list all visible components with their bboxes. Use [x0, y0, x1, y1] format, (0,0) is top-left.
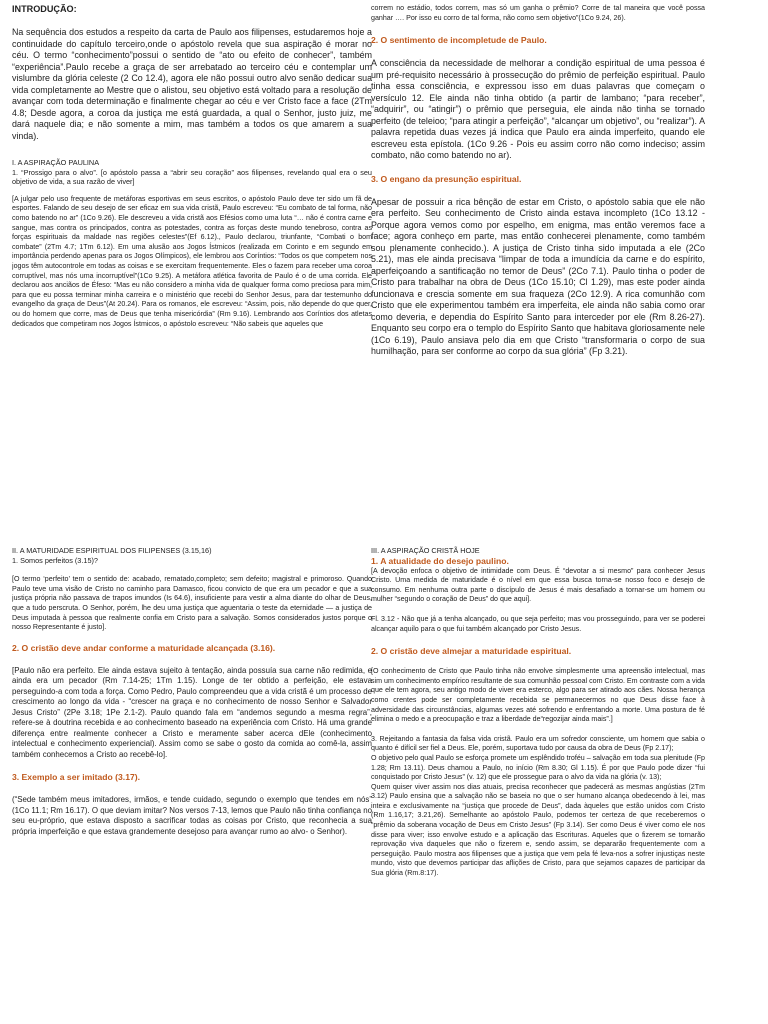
page-quadrant-top-left [12, 4, 372, 544]
page-quadrant-bottom-right [371, 546, 705, 1020]
subsection-title-2-3: 3. Exemplo a ser imitado (3.17). [12, 772, 140, 783]
intro-paragraph: Na sequência dos estudos a respeito da carta de Paulo aos filipenses, estudaremos hoje a continuidade do capítulo terceiro,onde o apóstolo revela que sua aspiração é morar no céu. O termo “conhecimento”possui o sentido de “ato ou efeito de conhecer”, também “experiência”.Paulo recebe a graça de ser arrebatado ao terceiro céu e contemplar um vislumbre da glória celeste (2 Co 12.4), agora ele não possui outro alvo senão dedicar sua vida completamente ao Mestre que o alistou, seu objetivo está voltado para a resolução de avançar com toda determinação e finalmente chegar ao céu e ver Cristo face a face (2Tm 4.8; Desde agora, a coroa da justiça me está guardada, a qual o Senhor, justo juiz, me dará naquele dia; e não somente a mim, mas também a todos os que amarem a sua vinda). [12, 27, 372, 141]
subsection-title-1-3: 3. O engano da presunção espiritual. [371, 173, 522, 184]
page-quadrant-bottom-left [12, 546, 372, 1020]
section-title-1: I. A ASPIRAÇÃO PAULINA [12, 158, 100, 167]
subsection-title-2-2: 2. O cristão deve andar conforme a maturidade alcançada (3.16). [12, 642, 276, 653]
subsection-title-1-2: 2. O sentimento de incompletude de Paulo. [371, 35, 547, 46]
body-paragraph: [O conhecimento de Cristo que Paulo tinha não envolve simplesmente uma apreensão intelectual, mas sim um conhecimento empírico resultante de sua comunhão pessoal com Cristo. Em contraste com a vida que ele tem agora, seu antigo modo de viver era esterco, algo para ser atirado aos cães. Nossa herança como crentes pode ser completamente recebida se permanecermos no que Deus disse face à adversidade das circunstâncias, algumas vezes até sofrendo e enfrentando a morte. Uma postura de fé elimina o medo e a preocupação e traz a liberdade de“regozijar ainda mais”.] [371, 667, 705, 724]
section-title-3: III. A ASPIRAÇÃO CRISTÃ HOJE [371, 546, 480, 555]
subsection-title-2-1: 1. Somos perfeitos (3.15)? [12, 555, 98, 565]
body-paragraph: 3. Rejeitando a fantasia da falsa vida cristã. Paulo era um sofredor consciente, um homem que sabia o quanto é difícil ser fiel a Deus. Ele, porém, suportava tudo por causa da obra de Deus (Fp 2.17); [371, 734, 705, 753]
body-paragraph: Quem quiser viver assim nos dias atuais, precisa reconhecer que padecerá as mesmas angústias (2Tm 3.12) Paulo ensina que a salvação não se baseia no que o ser humano alcança obedecendo à lei, mas inteira e exclusivamente na “justiça que procede de Deus”, dada àqueles que estão unidos com Cristo (Rm 1.16,17; 3.21,26). Semelhante ao apóstolo Paulo, podemos ter certeza de que receberemos o “prêmio da soberana vocação de Deus em Cristo Jesus” (Fp 3.14). Ser como Deus é viver como ele nos disse para viver; isso envolve estudo e a aplicação das Escrituras. Aqueles que o fizerem se tornarão reprovação viva daqueles que não o fizerem e, sendo assim, se depararão frequentemente com a perseguição. Paulo mostra aos filipenses que a justiça que vem pela fé leva-nos a sofrer injustiças neste mundo, visto que devemos participar das aflições de Cristo, para que sejamos capazes de participar da Sua glória (Rm.8:17). [371, 782, 705, 878]
section-title-2: II. A MATURIDADE ESPIRITUAL DOS FILIPENSES (3.15,16) [12, 546, 212, 555]
scripture-quote: Fl. 3.12 - Não que já a tenha alcançado, ou que seja perfeito; mas vou prosseguindo, para ver se poderei alcançar aquilo para o que fui também alcançado por Cristo Jesus. [371, 614, 705, 633]
subsection-title-1-1: 1. “Prossigo para o alvo”. [o apóstolo passa a “abrir seu coração” aos filipenses, revelando qual era o seu objetivo de vida, a sua razão de viver] [12, 167, 372, 187]
body-paragraph: A consciência da necessidade de melhorar a condição espiritual de uma pessoa é um pré-requisito necessário à prossecução do prêmio de perfeição espiritual. Paulo tinha essa consciência, e expressou isso em duas palavras que começam o versículo 12. Ele ainda não tinha obtido (a partir de lambano; “para receber”, “adquirir”, ou “atingir”) o prêmio que perseguia, ele ainda não tinha se tornado perfeito (de teleioo; “para atingir a perfeição”, “alcançar um objetivo”, ou “realizar”). A palavra repetida duas vezes já indica que Paulo era ainda imperfeito, quando ele escreveu esta epístola. (1Co 9.26 - Pois eu assim corro não como indeciso; assim combato, não como batendo no ar). [371, 58, 705, 161]
page-quadrant-top-right [371, 4, 705, 544]
continued-paragraph: correm no estádio, todos correm, mas só um ganha o prêmio? Corre de tal maneira que você possa ganhar …. Por isso eu corro de tal forma, não como sem objetivo”(1Co 9.24, 26). [371, 4, 705, 22]
subsection-title-3-2: 2. O cristão deve almejar a maturidade espiritual. [371, 646, 572, 657]
body-paragraph: [Paulo não era perfeito. Ele ainda estava sujeito à tentação, ainda possuía sua carne não redimida, e ainda era um pecador (Rm 7.14-25; 1Tm 1.15). Longe de ter obtido a perfeição, ele estava perseguindo-a com toda a força. Como Pedro, Paulo compreendeu que a vida cristã é um processo de crescimento ao longo da vida - “crescer na graça e no conhecimento de nosso Senhor e Salvador Jesus Cristo” (2Pe 3.18; 1Pe 2.1-2). Paulo quando fala em “andemos segundo a mesma regra”, refere-se à doutrina recebida e ao conhecimento baseado na experiência com Cristo. Há uma grande diferença entre realmente conhecer a Cristo e meramente saber acerca dEle (conhecimento intelectual e conhecimento experiencial). Assim como se sabe o gosto da comida ao comê-la, assim também conhecemos a Cristo ao recebê-lo]. [12, 665, 372, 759]
body-paragraph: (“Sede também meus imitadores, irmãos, e tende cuidado, segundo o exemplo que tendes em nós” (1Co 11.1; Rm 16.17). O que deviam imitar? Nos versos 7-13, lemos que Paulo não tinha confiança no seu eu-próprio, que estava disposto a sacrificar todas as coisas por Cristo, que reconhecia a sua própria imperfeição e que estava grandemente desejoso para avançar rumo ao alvo- o Senhor). [12, 795, 372, 836]
body-paragraph: Apesar de possuir a rica bênção de estar em Cristo, o apóstolo sabia que ele não era perfeito. Seu conhecimento de Cristo ainda estava incompleto (1Co 13.12 - Porque agora vemos como por espelho, em enigma, mas então veremos face a face; agora conheço em parte, mas então conhecerei plenamente, como também sou plenamente conhecido.). A justiça de Cristo tinha sido imputada a ele (2Co 5.21), mas ele ainda precisava “limpar de toda a imundícia da carne e do espírito, aperfeiçoando a santificação no temor de Deus” (2Co 7.1). Paulo tinha o poder de Cristo para trabalhar na obra de Deus (1Co 15.10; Cl 1.29), mas este poder ainda funcionava e crescia somente em sua fraqueza (2Co 12.9). A rica comunhão com Cristo que ele experimentou também era imperfeita, ele ainda não sabia como orar como deveria, e dependia do Espírito Santo para interceder por ele (Rm 8.26-27). Enquanto seu corpo era o templo do Espírito Santo que habitava gloriosamente nele (1Co 6.19), Paulo ansiava pelo dia em que Cristo “transformaria o corpo de sua humilhação, para ser conforme ao corpo da sua glória” (Fp 3.21). [371, 196, 705, 357]
body-paragraph: [A julgar pelo uso frequente de metáforas esportivas em seus escritos, o apóstolo Paulo deve ter sido um fã de esportes. Falando de seu desejo de ser eficaz em sua vida cristã, Paulo escreveu: “Eu combato de tal forma, não como batendo no ar” (1Co 9.26). Ele descreveu a vida cristã aos Efésios como uma luta “… não é contra carne e sangue, mas contra os principados, contra as potestades, contra as forças deste mundo tenebroso, contra as forças espirituais da maldade nas regiões celestes”(Ef 6.12)., Paulo declarou, triunfante, “Combati o bom combate” (2Tm 4.7; 1Tm 6.12). Em uma alusão aos Jogos Ístmicos (realizada em Corinto e em segundo em importância perdendo apenas para os Jogos Olímpicos), ele lembrou aos Coríntios: “Todos os que competem nos jogos têm autocontrole em todas as coisas e se exercitam frequentemente. Eles o fazem para receber uma coroa corruptível, mas nós uma incorruptível”(1Co 9.25). A metáfora atlética favorita de Paulo é o de uma corrida. Ele declarou aos anciãos de Éfeso: “Mas eu não considero a minha vida de qualquer forma como preciosa para mim, para que eu possa terminar minha carreira e o ministério que recebi do Senhor Jesus, para dar testemunho do evangelho da graça de Deus”(At 20.24). Para os romanos, ele escreveu: “Assim, pois, não depende do que quer, ou do homem que corre, mas de Deus que tenha misericórdia” (Rm 9.16). Lembrando aos Coríntios dos atletas dedicados que competiram nos Jogos Ístmicos, o apóstolo escreveu: “Não sabeis que aqueles que [12, 194, 372, 328]
intro-title: INTRODUÇÃO: [12, 4, 77, 14]
body-paragraph: [O termo ‘perfeito’ tem o sentido de: acabado, rematado,completo; sem defeito; magistral e primoroso. Quando Paulo teve uma visão de Cristo no caminho para Damasco, ficou convicto de que era um pecador e que a sua justiça própria não passava de trapos imundos (Is 64.6), insuficiente para vestir a alma diante do olhar de Deus, que a tudo perscruta. O Senhor, porém, lhe deu uma justiça que aguentaria o teste da eternidade — a justiça de Deus imputada à pessoa que realmente confia em Cristo para a salvação. Somos considerados justos porque o nosso Representante é justo]. [12, 575, 372, 632]
body-paragraph: [A devoção enfoca o objetivo de intimidade com Deus. É “devotar a si mesmo” para conhecer Jesus Cristo. Uma medida de maturidade é o nível em que essa busca torna-se nosso foco e desejo de consumo. Em nenhuma outra parte o discípulo de Jesus é mais desafiado a tornar-se um homem ou mulher “segundo o coração de Deus” do que aqui]. [371, 566, 705, 604]
body-paragraph: O objetivo pelo qual Paulo se esforça promete um esplêndido troféu – salvação em toda sua plenitude (Fp 1.28; Rm 13.11). Deus chamou a Paulo, no início (Rm 8.30; Gl 1.15). É por que Paulo pode dizer “fui conquistado por Cristo Jesus” (v. 12) que ele prossegue para o alvo da vida na glória (v. 13); [371, 753, 705, 782]
subsection-title-3-1: 1. A atualidade do desejo paulino. [371, 555, 509, 566]
